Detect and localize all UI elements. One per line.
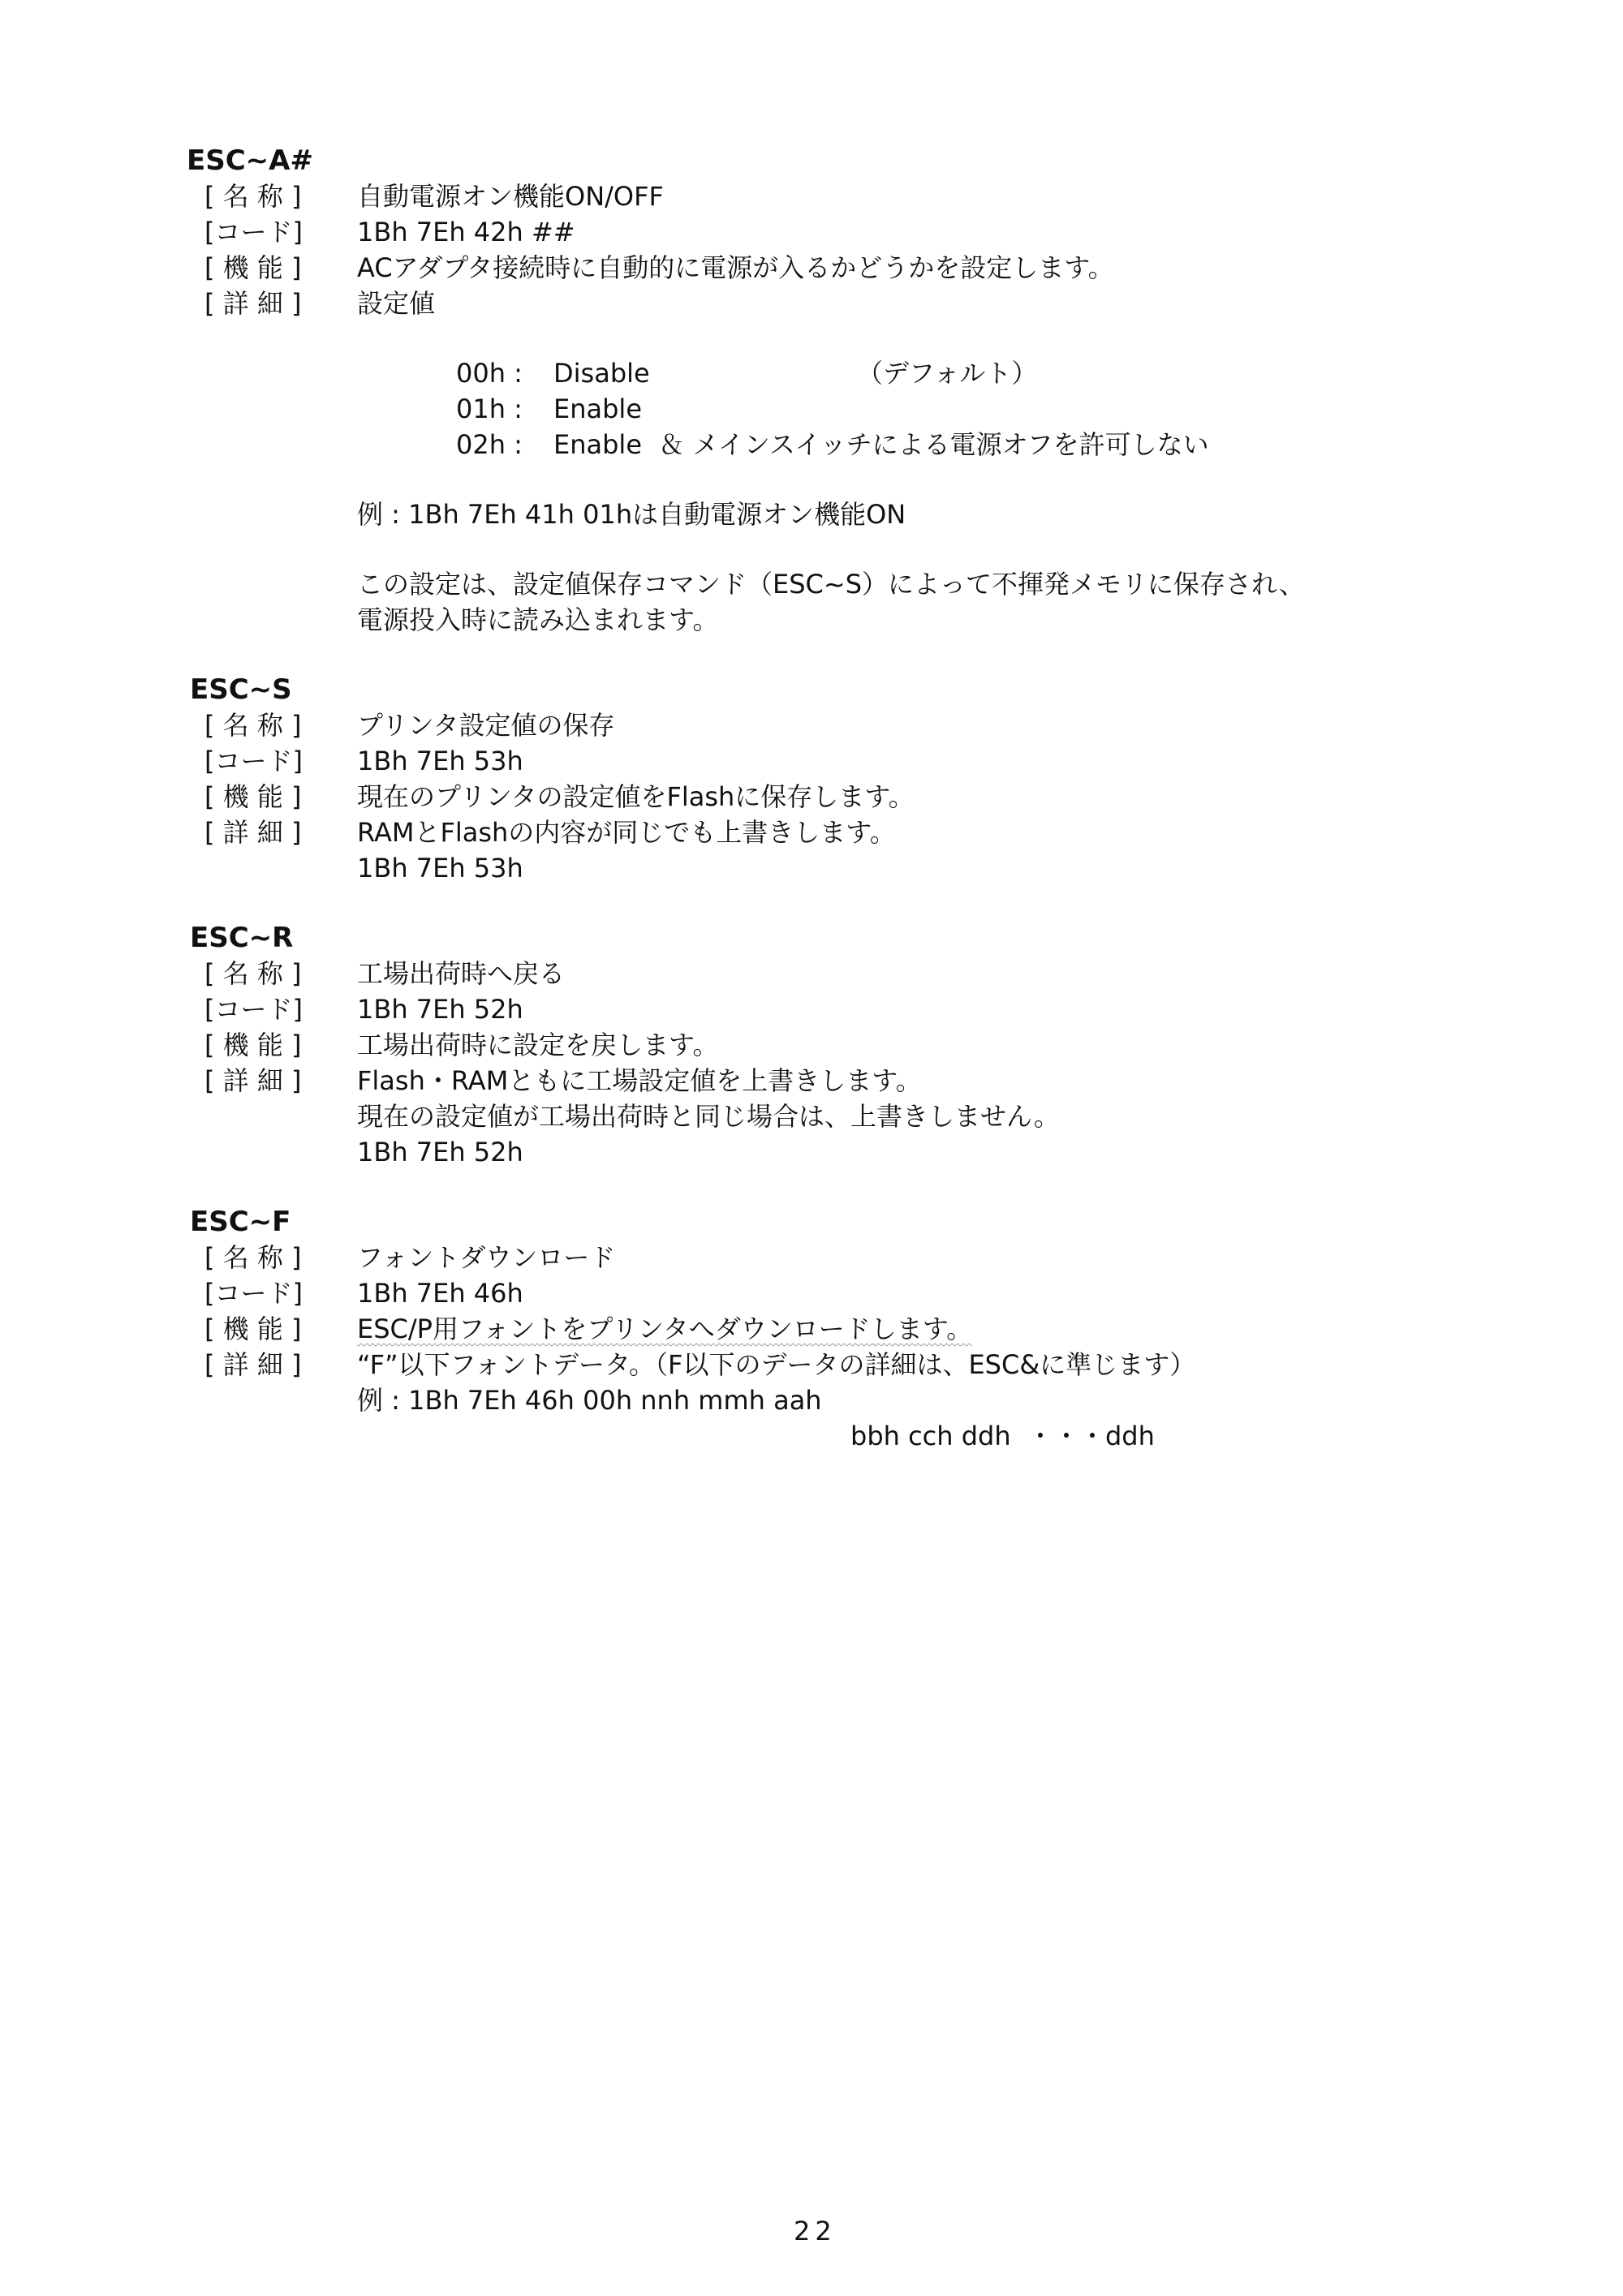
example-text: 例 : 1Bh 7Eh 46h 00h nnh mmh aah <box>357 1385 822 1416</box>
label-name: [ 名 称 ] <box>204 181 302 212</box>
section-heading-esc-a: ESC~A# <box>187 144 313 177</box>
label-detail: [ 詳 細 ] <box>204 1349 302 1380</box>
section-heading-esc-f: ESC~F <box>190 1206 291 1238</box>
row-code-text: 1Bh 7Eh 46h <box>357 1278 523 1309</box>
label-detail: [ 詳 細 ] <box>204 288 302 319</box>
value-code-01: 01h : <box>456 393 523 424</box>
note-line-2: 電源投入時に読み込まれます。 <box>357 604 719 635</box>
detail-extra-line: 現在の設定値が工場出荷時と同じ場合は、上書きしません。 <box>357 1101 1060 1132</box>
detail-extra-line: 1Bh 7Eh 53h <box>357 853 523 884</box>
label-function: [ 機 能 ] <box>204 252 302 283</box>
label-detail: [ 詳 細 ] <box>204 1065 302 1096</box>
label-detail: [ 詳 細 ] <box>204 817 302 848</box>
value-code-00: 00h : <box>456 358 523 389</box>
label-function: [ 機 能 ] <box>204 1030 302 1060</box>
label-code: [コード] <box>204 1278 303 1309</box>
label-code: [コード] <box>204 994 303 1025</box>
row-detail-text: Flash・RAMともに工場設定値を上書きします。 <box>357 1065 922 1096</box>
row-code-text: 1Bh 7Eh 42h ## <box>357 217 575 247</box>
row-function-text: ACアダプタ接続時に自動的に電源が入るかどうかを設定します。 <box>357 252 1114 283</box>
value-desc-02: Enable ＆ メインスイッチによる電源オフを許可しない <box>553 429 1209 460</box>
row-detail-text: “F”以下フォントデータ。（F以下のデータの詳細は、ESC&に準じます） <box>357 1349 1196 1380</box>
page-number: 22 <box>794 2216 837 2247</box>
example-text: 例 : 1Bh 7Eh 41h 01hは自動電源オン機能ON <box>357 499 906 530</box>
label-code: [コード] <box>204 217 303 247</box>
label-function: [ 機 能 ] <box>204 1314 302 1344</box>
row-detail-text: RAMとFlashの内容が同じでも上書きします。 <box>357 817 896 848</box>
row-code-text: 1Bh 7Eh 52h <box>357 994 523 1025</box>
value-desc-00: Disable <box>553 358 650 389</box>
example-continuation: bbh cch ddh ・・・ddh <box>850 1421 1155 1451</box>
row-name-text: フォントダウンロード <box>357 1242 616 1273</box>
section-heading-esc-s: ESC~S <box>190 673 292 706</box>
row-code-text: 1Bh 7Eh 53h <box>357 746 523 776</box>
row-function-text: 工場出荷時に設定を戻します。 <box>357 1030 719 1060</box>
section-heading-esc-r: ESC~R <box>190 922 294 954</box>
label-function: [ 機 能 ] <box>204 781 302 812</box>
label-name: [ 名 称 ] <box>204 1242 302 1273</box>
value-code-02: 02h : <box>456 429 523 460</box>
row-detail-text: 設定値 <box>357 288 436 319</box>
row-name-text: 工場出荷時へ戻る <box>357 958 566 989</box>
row-name-text: 自動電源オン機能ON/OFF <box>357 181 664 212</box>
row-function-text: ESC/P用フォントをプリンタへダウンロードします。 <box>357 1314 973 1344</box>
detail-extra-line: 1Bh 7Eh 52h <box>357 1137 523 1167</box>
value-desc-01: Enable <box>553 393 642 424</box>
label-name: [ 名 称 ] <box>204 710 302 741</box>
note-line-1: この設定は、設定値保存コマンド（ESC~S）によって不揮発メモリに保存され、 <box>357 569 1305 600</box>
label-code: [コード] <box>204 746 303 776</box>
label-name: [ 名 称 ] <box>204 958 302 989</box>
value-note-default: （デフォルト） <box>857 358 1038 389</box>
row-name-text: プリンタ設定値の保存 <box>357 710 615 741</box>
row-function-text: 現在のプリンタの設定値をFlashに保存します。 <box>357 781 915 812</box>
